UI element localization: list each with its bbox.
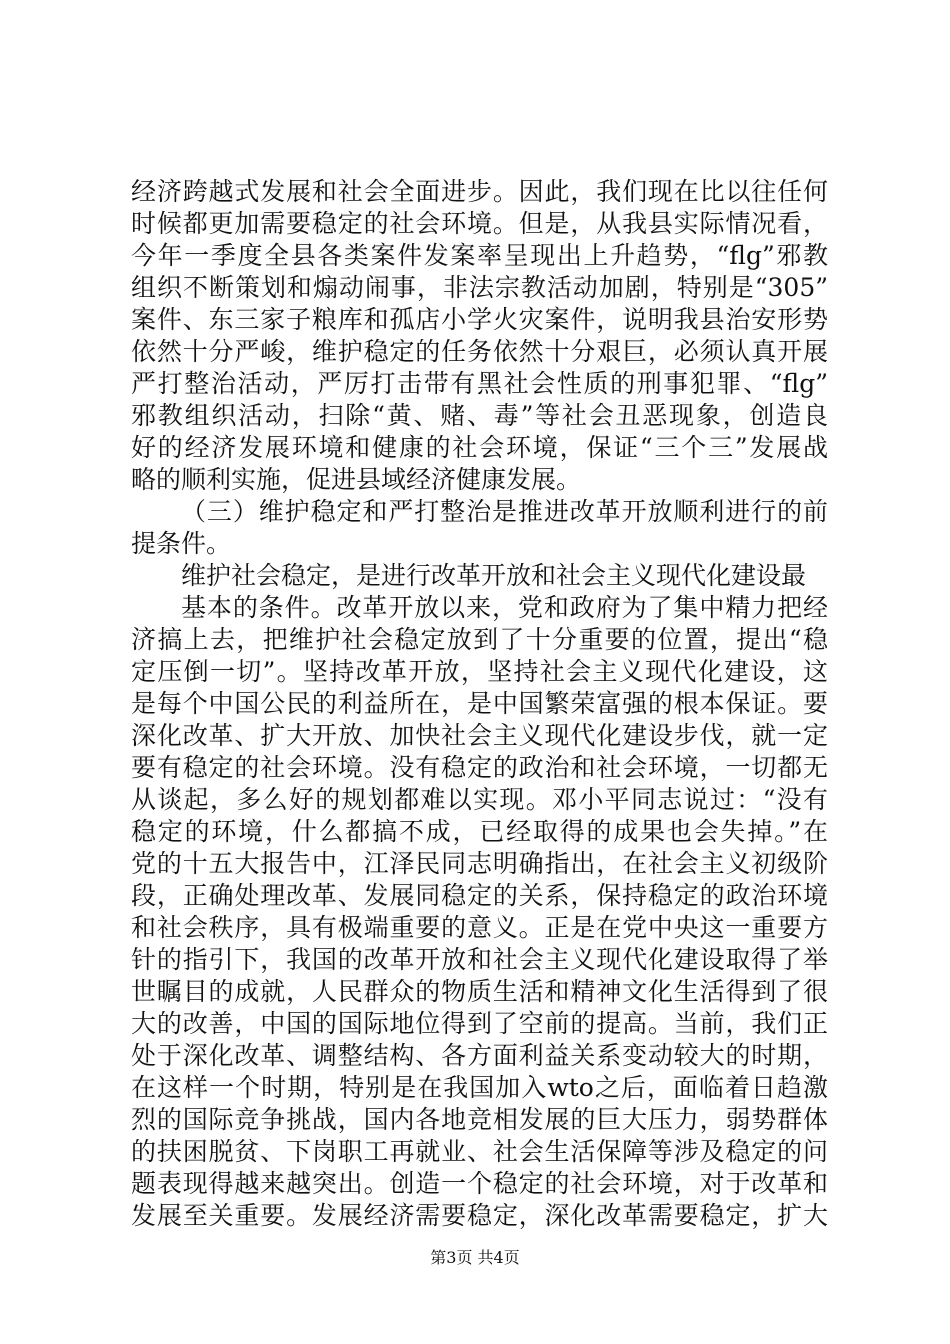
text-line: 济搞上去，把维护社会稳定放到了十分重要的位置，提出“稳 <box>131 625 828 654</box>
text-line: 烈的国际竞争挑战，国内各地竞相发展的巨大压力，弱势群体 <box>131 1105 828 1134</box>
page-number-footer: 第3页 共4页 <box>430 1248 520 1267</box>
text-line: 严打整治活动，严厉打击带有黑社会性质的刑事犯罪、“flg” <box>131 369 828 398</box>
text-line: 从谈起，多么好的规划都难以实现。邓小平同志说过：“没有 <box>131 785 828 814</box>
text-line: 针的指引下，我国的改革开放和社会主义现代化建设取得了举 <box>131 945 828 974</box>
section-heading: （三）维护稳定和严打整治是推进改革开放顺利进行的前 <box>181 497 828 526</box>
text-line: 时候都更加需要稳定的社会环境。但是，从我县实际情况看， <box>131 209 828 238</box>
text-line: 和社会秩序，具有极端重要的意义。正是在党中央这一重要方 <box>131 913 828 942</box>
text-line: 是每个中国公民的利益所在，是中国繁荣富强的根本保证。要 <box>131 689 828 718</box>
text-line: 大的改善，中国的国际地位得到了空前的提高。当前，我们正 <box>131 1009 828 1038</box>
text-line: 段，正确处理改革、发展同稳定的关系，保持稳定的政治环境 <box>131 881 828 910</box>
text-line: 案件、东三家子粮库和孤店小学火灾案件，说明我县治安形势 <box>131 305 828 334</box>
text-line: 今年一季度全县各类案件发案率呈现出上升趋势，“flg”邪教 <box>131 241 828 270</box>
text-line: 好的经济发展环境和健康的社会环境，保证“三个三”发展战 <box>131 433 828 462</box>
text-line: 定压倒一切”。坚持改革开放，坚持社会主义现代化建设，这 <box>131 657 828 686</box>
text-line: 邪教组织活动，扫除“黄、赌、毒”等社会丑恶现象，创造良 <box>131 401 828 430</box>
text-line: 深化改革、扩大开放、加快社会主义现代化建设步伐，就一定 <box>131 721 828 750</box>
text-line: 处于深化改革、调整结构、各方面利益关系变动较大的时期， <box>131 1041 828 1070</box>
text-line: 依然十分严峻，维护稳定的任务依然十分艰巨，必须认真开展 <box>131 337 828 366</box>
text-line: 要有稳定的社会环境。没有稳定的政治和社会环境，一切都无 <box>131 753 828 782</box>
text-line: 组织不断策划和煽动闹事，非法宗教活动加剧，特别是“305” <box>131 273 828 302</box>
text-line: 的扶困脱贫、下岗职工再就业、社会生活保障等涉及稳定的问 <box>131 1137 828 1166</box>
text-line: 略的顺利实施，促进县域经济健康发展。 <box>131 465 582 494</box>
text-line: 世瞩目的成就，人民群众的物质生活和精神文化生活得到了很 <box>131 977 828 1006</box>
text-line: 题表现得越来越突出。创造一个稳定的社会环境，对于改革和 <box>131 1169 828 1198</box>
text-line: 发展至关重要。发展经济需要稳定，深化改革需要稳定，扩大 <box>131 1201 828 1230</box>
section-heading-cont: 提条件。 <box>131 529 232 558</box>
text-line: 经济跨越式发展和社会全面进步。因此，我们现在比以往任何 <box>131 177 828 206</box>
text-line: 基本的条件。改革开放以来，党和政府为了集中精力把经 <box>181 593 828 622</box>
text-line: 在这样一个时期，特别是在我国加入wto之后，面临着日趋激 <box>131 1073 828 1102</box>
text-line: 维护社会稳定，是进行改革开放和社会主义现代化建设最 <box>181 561 807 590</box>
text-line: 党的十五大报告中，江泽民同志明确指出，在社会主义初级阶 <box>131 849 828 878</box>
text-line: 稳定的环境，什么都搞不成，已经取得的成果也会失掉。”在 <box>131 817 828 846</box>
